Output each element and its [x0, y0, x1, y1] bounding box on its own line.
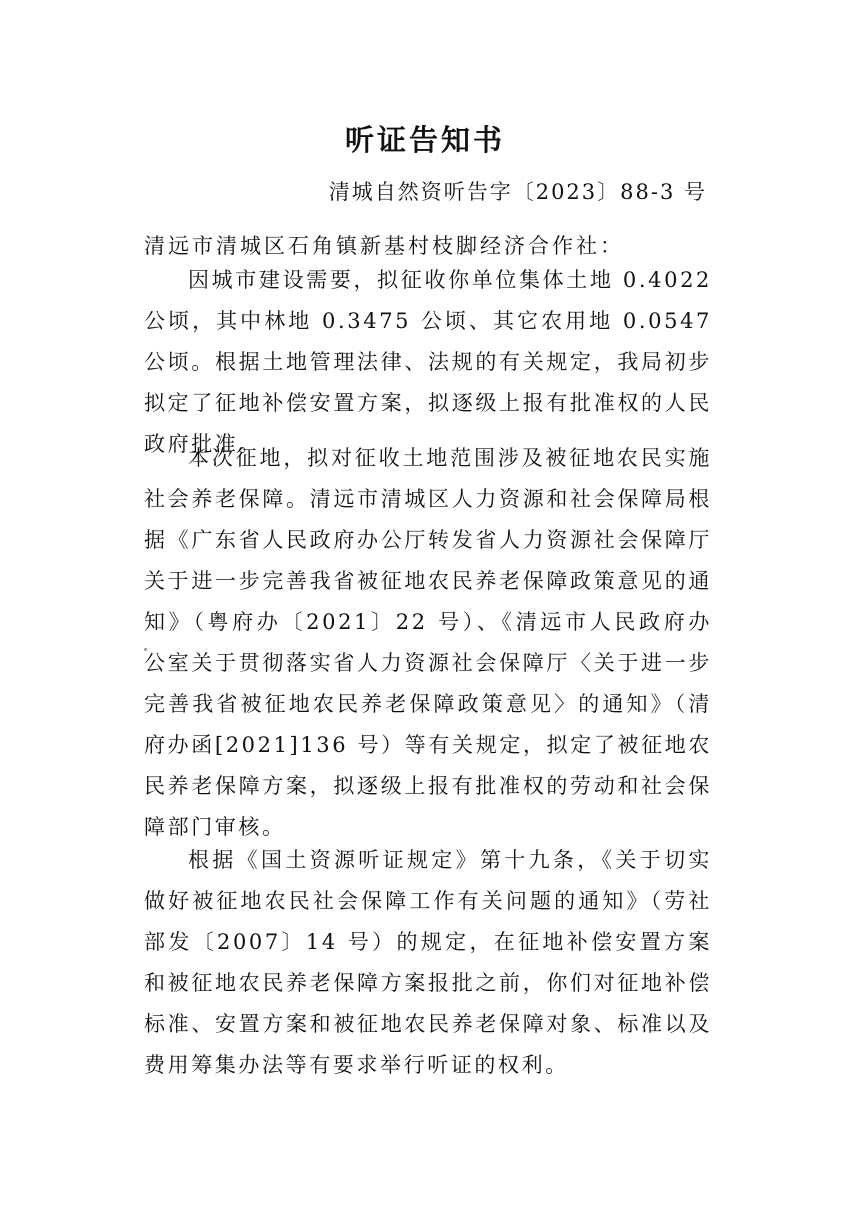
document-title: 听证告知书 [344, 123, 505, 157]
paragraph-land-acquisition: 因城市建设需要，拟征收你单位集体土地 0.4022 公顷，其中林地 0.3475 公顷、其它农用地 0.0547 公顷。根据土地管理法律、法规的有关规定，我局初步拟定了征地补偿安置方案，拟逐级上报有批准权的人民政府批准。 [144, 268, 712, 456]
scan-speck [144, 648, 147, 651]
document-number: 清城自然资听告字〔2023〕88-3 号 [328, 180, 707, 204]
paragraph-pension-security: 本次征地，拟对征收土地范围涉及被征地农民实施社会养老保障。清远市清城区人力资源和社会保障局根据《广东省人民政府办公厅转发省人力资源社会保障厅关于进一步完善我省被征地农民养老保障政策意见的通知》（粤府办〔2021〕22 号）、《清远市人民政府办公室关于贯彻落实省人力资源社会保障厅〈关于进一步完善我省被征地农民养老保障政策意见〉的通知》（清府办函[2021]136 号）等有关规定，拟定了被征地农民养老保障方案，拟逐级上报有批准权的劳动和社会保障部门审核。 [144, 446, 712, 839]
addressee: 清远市清城区石角镇新基村枝脚经济合作社： [144, 234, 624, 258]
paragraph-hearing-rights: 根据《国土资源听证规定》第十九条，《关于切实做好被征地农民社会保障工作有关问题的通知》（劳社部发〔2007〕14 号）的规定，在征地补偿安置方案和被征地农民养老保障方案报批之前，你们对征地补偿标准、安置方案和被征地农民养老保障对象、标准以及费用筹集办法等有要求举行听证的权利。 [144, 848, 712, 1077]
